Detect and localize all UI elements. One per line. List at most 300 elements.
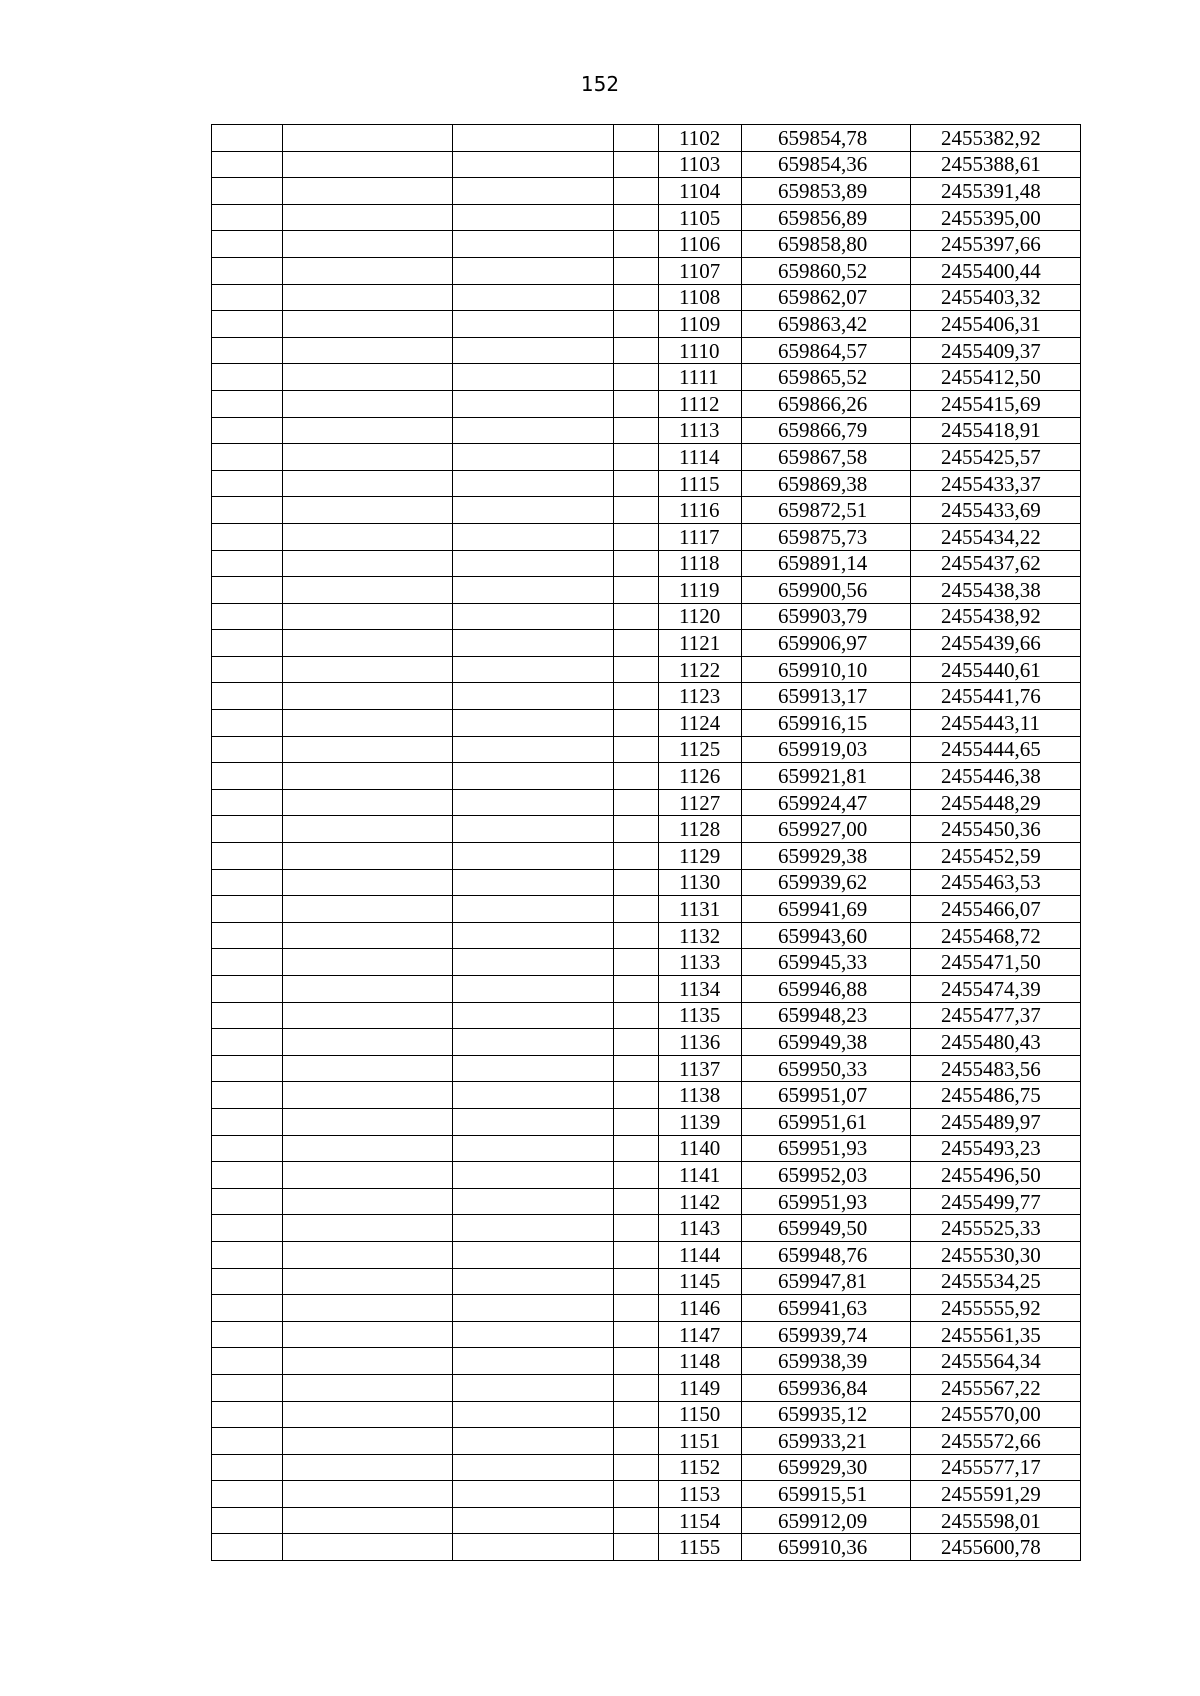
- cell-point-number: 1131: [659, 896, 742, 923]
- cell-empty-1: [212, 417, 283, 444]
- cell-x-coordinate: 659872,51: [742, 497, 911, 524]
- cell-empty-1: [212, 178, 283, 205]
- cell-empty-2: [283, 1348, 453, 1375]
- cell-point-number: 1137: [659, 1055, 742, 1082]
- cell-empty-1: [212, 284, 283, 311]
- cell-x-coordinate: 659910,36: [742, 1534, 911, 1561]
- cell-empty-4: [614, 417, 659, 444]
- cell-empty-2: [283, 630, 453, 657]
- cell-empty-2: [283, 1135, 453, 1162]
- cell-x-coordinate: 659945,33: [742, 949, 911, 976]
- cell-empty-2: [283, 843, 453, 870]
- cell-empty-1: [212, 1481, 283, 1508]
- cell-empty-3: [453, 284, 614, 311]
- cell-empty-4: [614, 843, 659, 870]
- cell-y-coordinate: 2455412,50: [911, 364, 1081, 391]
- cell-point-number: 1110: [659, 337, 742, 364]
- cell-empty-4: [614, 1029, 659, 1056]
- table-row: [212, 231, 1081, 258]
- cell-x-coordinate: 659939,74: [742, 1321, 911, 1348]
- cell-empty-2: [283, 1321, 453, 1348]
- cell-y-coordinate: 2455441,76: [911, 683, 1081, 710]
- cell-empty-3: [453, 710, 614, 737]
- cell-empty-4: [614, 1135, 659, 1162]
- cell-y-coordinate: 2455443,11: [911, 710, 1081, 737]
- cell-point-number: 1148: [659, 1348, 742, 1375]
- cell-y-coordinate: 2455433,69: [911, 497, 1081, 524]
- cell-empty-2: [283, 125, 453, 152]
- cell-empty-2: [283, 949, 453, 976]
- cell-y-coordinate: 2455425,57: [911, 444, 1081, 471]
- cell-x-coordinate: 659943,60: [742, 922, 911, 949]
- cell-empty-1: [212, 1241, 283, 1268]
- cell-y-coordinate: 2455382,92: [911, 125, 1081, 152]
- cell-empty-4: [614, 257, 659, 284]
- cell-empty-1: [212, 683, 283, 710]
- cell-empty-2: [283, 417, 453, 444]
- table-row: [212, 1428, 1081, 1455]
- cell-empty-2: [283, 1534, 453, 1561]
- cell-empty-2: [283, 1215, 453, 1242]
- cell-empty-4: [614, 949, 659, 976]
- cell-empty-4: [614, 550, 659, 577]
- cell-empty-4: [614, 869, 659, 896]
- cell-y-coordinate: 2455439,66: [911, 630, 1081, 657]
- cell-empty-4: [614, 284, 659, 311]
- cell-x-coordinate: 659949,50: [742, 1215, 911, 1242]
- cell-empty-4: [614, 1348, 659, 1375]
- table-row: [212, 1321, 1081, 1348]
- cell-point-number: 1149: [659, 1374, 742, 1401]
- cell-empty-2: [283, 444, 453, 471]
- cell-empty-4: [614, 151, 659, 178]
- cell-empty-4: [614, 630, 659, 657]
- cell-y-coordinate: 2455437,62: [911, 550, 1081, 577]
- cell-empty-3: [453, 1295, 614, 1322]
- cell-empty-4: [614, 577, 659, 604]
- table-row: [212, 1295, 1081, 1322]
- cell-empty-2: [283, 550, 453, 577]
- cell-empty-4: [614, 710, 659, 737]
- cell-empty-3: [453, 869, 614, 896]
- cell-point-number: 1121: [659, 630, 742, 657]
- cell-point-number: 1127: [659, 789, 742, 816]
- cell-empty-1: [212, 656, 283, 683]
- cell-empty-3: [453, 444, 614, 471]
- table-row: [212, 1135, 1081, 1162]
- cell-y-coordinate: 2455591,29: [911, 1481, 1081, 1508]
- cell-point-number: 1141: [659, 1162, 742, 1189]
- cell-x-coordinate: 659866,79: [742, 417, 911, 444]
- cell-empty-4: [614, 1082, 659, 1109]
- cell-empty-4: [614, 789, 659, 816]
- cell-empty-2: [283, 710, 453, 737]
- cell-point-number: 1122: [659, 656, 742, 683]
- cell-empty-3: [453, 311, 614, 338]
- cell-y-coordinate: 2455561,35: [911, 1321, 1081, 1348]
- cell-empty-1: [212, 523, 283, 550]
- table-row: [212, 816, 1081, 843]
- table-row: [212, 390, 1081, 417]
- cell-x-coordinate: 659863,42: [742, 311, 911, 338]
- cell-empty-2: [283, 1082, 453, 1109]
- cell-point-number: 1103: [659, 151, 742, 178]
- cell-point-number: 1144: [659, 1241, 742, 1268]
- table-row: [212, 763, 1081, 790]
- cell-empty-3: [453, 1454, 614, 1481]
- table-row: [212, 204, 1081, 231]
- cell-empty-3: [453, 1029, 614, 1056]
- cell-empty-4: [614, 1428, 659, 1455]
- cell-empty-2: [283, 1002, 453, 1029]
- cell-point-number: 1139: [659, 1108, 742, 1135]
- cell-empty-1: [212, 1108, 283, 1135]
- table-row: [212, 1082, 1081, 1109]
- cell-empty-4: [614, 1507, 659, 1534]
- table-row: [212, 1534, 1081, 1561]
- cell-y-coordinate: 2455438,92: [911, 603, 1081, 630]
- cell-empty-2: [283, 603, 453, 630]
- table-row: [212, 869, 1081, 896]
- cell-point-number: 1147: [659, 1321, 742, 1348]
- cell-empty-3: [453, 1135, 614, 1162]
- cell-x-coordinate: 659919,03: [742, 736, 911, 763]
- cell-y-coordinate: 2455493,23: [911, 1135, 1081, 1162]
- cell-point-number: 1111: [659, 364, 742, 391]
- cell-point-number: 1119: [659, 577, 742, 604]
- table-row: [212, 284, 1081, 311]
- cell-empty-3: [453, 1401, 614, 1428]
- cell-x-coordinate: 659951,61: [742, 1108, 911, 1135]
- cell-empty-2: [283, 1454, 453, 1481]
- cell-empty-2: [283, 231, 453, 258]
- cell-x-coordinate: 659938,39: [742, 1348, 911, 1375]
- cell-empty-4: [614, 656, 659, 683]
- cell-y-coordinate: 2455489,97: [911, 1108, 1081, 1135]
- cell-x-coordinate: 659929,38: [742, 843, 911, 870]
- cell-empty-3: [453, 1507, 614, 1534]
- cell-empty-4: [614, 736, 659, 763]
- cell-empty-1: [212, 1002, 283, 1029]
- cell-point-number: 1129: [659, 843, 742, 870]
- cell-empty-2: [283, 390, 453, 417]
- table-row: [212, 1481, 1081, 1508]
- cell-point-number: 1132: [659, 922, 742, 949]
- cell-x-coordinate: 659929,30: [742, 1454, 911, 1481]
- cell-y-coordinate: 2455452,59: [911, 843, 1081, 870]
- cell-empty-1: [212, 1029, 283, 1056]
- cell-empty-3: [453, 1055, 614, 1082]
- cell-empty-4: [614, 896, 659, 923]
- cell-y-coordinate: 2455564,34: [911, 1348, 1081, 1375]
- cell-x-coordinate: 659949,38: [742, 1029, 911, 1056]
- cell-empty-1: [212, 816, 283, 843]
- cell-y-coordinate: 2455567,22: [911, 1374, 1081, 1401]
- cell-empty-3: [453, 630, 614, 657]
- cell-x-coordinate: 659900,56: [742, 577, 911, 604]
- cell-empty-2: [283, 816, 453, 843]
- cell-y-coordinate: 2455480,43: [911, 1029, 1081, 1056]
- cell-empty-3: [453, 1002, 614, 1029]
- cell-y-coordinate: 2455466,07: [911, 896, 1081, 923]
- cell-empty-2: [283, 470, 453, 497]
- cell-point-number: 1104: [659, 178, 742, 205]
- cell-empty-3: [453, 816, 614, 843]
- cell-empty-2: [283, 922, 453, 949]
- cell-point-number: 1136: [659, 1029, 742, 1056]
- cell-empty-3: [453, 683, 614, 710]
- cell-empty-1: [212, 603, 283, 630]
- cell-empty-4: [614, 178, 659, 205]
- cell-empty-2: [283, 736, 453, 763]
- cell-x-coordinate: 659939,62: [742, 869, 911, 896]
- table-row: [212, 523, 1081, 550]
- cell-y-coordinate: 2455391,48: [911, 178, 1081, 205]
- cell-empty-2: [283, 683, 453, 710]
- cell-x-coordinate: 659913,17: [742, 683, 911, 710]
- cell-empty-4: [614, 204, 659, 231]
- cell-x-coordinate: 659951,07: [742, 1082, 911, 1109]
- cell-x-coordinate: 659951,93: [742, 1188, 911, 1215]
- cell-y-coordinate: 2455483,56: [911, 1055, 1081, 1082]
- cell-x-coordinate: 659947,81: [742, 1268, 911, 1295]
- cell-y-coordinate: 2455534,25: [911, 1268, 1081, 1295]
- table-row: [212, 896, 1081, 923]
- cell-empty-3: [453, 470, 614, 497]
- cell-empty-2: [283, 1507, 453, 1534]
- cell-empty-4: [614, 1162, 659, 1189]
- cell-empty-4: [614, 364, 659, 391]
- cell-point-number: 1142: [659, 1188, 742, 1215]
- cell-y-coordinate: 2455468,72: [911, 922, 1081, 949]
- cell-empty-4: [614, 922, 659, 949]
- cell-empty-2: [283, 789, 453, 816]
- cell-point-number: 1151: [659, 1428, 742, 1455]
- cell-point-number: 1135: [659, 1002, 742, 1029]
- cell-y-coordinate: 2455397,66: [911, 231, 1081, 258]
- cell-y-coordinate: 2455406,31: [911, 311, 1081, 338]
- cell-point-number: 1102: [659, 125, 742, 152]
- cell-x-coordinate: 659854,78: [742, 125, 911, 152]
- table-body: [212, 125, 1081, 1561]
- cell-point-number: 1155: [659, 1534, 742, 1561]
- cell-empty-1: [212, 364, 283, 391]
- cell-x-coordinate: 659935,12: [742, 1401, 911, 1428]
- cell-empty-1: [212, 1162, 283, 1189]
- cell-empty-3: [453, 1188, 614, 1215]
- cell-empty-1: [212, 337, 283, 364]
- cell-y-coordinate: 2455450,36: [911, 816, 1081, 843]
- cell-empty-3: [453, 896, 614, 923]
- cell-empty-1: [212, 1268, 283, 1295]
- cell-y-coordinate: 2455448,29: [911, 789, 1081, 816]
- cell-x-coordinate: 659869,38: [742, 470, 911, 497]
- cell-empty-1: [212, 444, 283, 471]
- cell-x-coordinate: 659903,79: [742, 603, 911, 630]
- cell-x-coordinate: 659862,07: [742, 284, 911, 311]
- cell-point-number: 1116: [659, 497, 742, 524]
- cell-empty-2: [283, 869, 453, 896]
- cell-empty-3: [453, 390, 614, 417]
- cell-empty-2: [283, 1055, 453, 1082]
- cell-point-number: 1117: [659, 523, 742, 550]
- cell-y-coordinate: 2455446,38: [911, 763, 1081, 790]
- cell-empty-1: [212, 470, 283, 497]
- cell-x-coordinate: 659921,81: [742, 763, 911, 790]
- cell-x-coordinate: 659853,89: [742, 178, 911, 205]
- table-row: [212, 1348, 1081, 1375]
- cell-empty-1: [212, 550, 283, 577]
- cell-empty-3: [453, 337, 614, 364]
- cell-empty-4: [614, 311, 659, 338]
- cell-empty-3: [453, 1162, 614, 1189]
- cell-y-coordinate: 2455434,22: [911, 523, 1081, 550]
- cell-empty-1: [212, 630, 283, 657]
- cell-empty-2: [283, 1268, 453, 1295]
- cell-empty-2: [283, 1241, 453, 1268]
- cell-empty-1: [212, 922, 283, 949]
- cell-empty-1: [212, 257, 283, 284]
- cell-empty-2: [283, 577, 453, 604]
- cell-empty-2: [283, 1481, 453, 1508]
- cell-y-coordinate: 2455438,38: [911, 577, 1081, 604]
- cell-empty-4: [614, 125, 659, 152]
- table-row: [212, 710, 1081, 737]
- cell-empty-1: [212, 231, 283, 258]
- table-row: [212, 603, 1081, 630]
- cell-empty-4: [614, 1268, 659, 1295]
- table-row: [212, 337, 1081, 364]
- cell-point-number: 1134: [659, 976, 742, 1003]
- cell-empty-1: [212, 896, 283, 923]
- cell-empty-4: [614, 1374, 659, 1401]
- cell-empty-3: [453, 1481, 614, 1508]
- cell-point-number: 1146: [659, 1295, 742, 1322]
- cell-empty-4: [614, 1295, 659, 1322]
- cell-empty-2: [283, 1401, 453, 1428]
- cell-empty-2: [283, 1108, 453, 1135]
- cell-empty-3: [453, 497, 614, 524]
- cell-x-coordinate: 659865,52: [742, 364, 911, 391]
- cell-point-number: 1126: [659, 763, 742, 790]
- cell-empty-4: [614, 763, 659, 790]
- cell-empty-2: [283, 1374, 453, 1401]
- cell-empty-3: [453, 1374, 614, 1401]
- table-row: [212, 949, 1081, 976]
- cell-point-number: 1150: [659, 1401, 742, 1428]
- cell-empty-2: [283, 311, 453, 338]
- cell-empty-3: [453, 523, 614, 550]
- table-row: [212, 1268, 1081, 1295]
- cell-empty-3: [453, 843, 614, 870]
- cell-empty-2: [283, 1295, 453, 1322]
- cell-point-number: 1105: [659, 204, 742, 231]
- cell-x-coordinate: 659927,00: [742, 816, 911, 843]
- cell-empty-1: [212, 390, 283, 417]
- cell-x-coordinate: 659856,89: [742, 204, 911, 231]
- cell-x-coordinate: 659910,10: [742, 656, 911, 683]
- cell-point-number: 1112: [659, 390, 742, 417]
- cell-empty-1: [212, 204, 283, 231]
- cell-empty-4: [614, 1321, 659, 1348]
- table-row: [212, 1029, 1081, 1056]
- cell-y-coordinate: 2455400,44: [911, 257, 1081, 284]
- cell-x-coordinate: 659854,36: [742, 151, 911, 178]
- cell-point-number: 1152: [659, 1454, 742, 1481]
- cell-empty-1: [212, 497, 283, 524]
- cell-empty-4: [614, 1188, 659, 1215]
- cell-empty-1: [212, 949, 283, 976]
- cell-empty-3: [453, 204, 614, 231]
- table-row: [212, 311, 1081, 338]
- cell-empty-4: [614, 816, 659, 843]
- cell-y-coordinate: 2455496,50: [911, 1162, 1081, 1189]
- cell-empty-4: [614, 1215, 659, 1242]
- cell-y-coordinate: 2455388,61: [911, 151, 1081, 178]
- table-row: [212, 976, 1081, 1003]
- cell-empty-2: [283, 976, 453, 1003]
- cell-x-coordinate: 659891,14: [742, 550, 911, 577]
- cell-y-coordinate: 2455395,00: [911, 204, 1081, 231]
- cell-x-coordinate: 659924,47: [742, 789, 911, 816]
- cell-empty-1: [212, 577, 283, 604]
- table-row: [212, 1241, 1081, 1268]
- cell-empty-1: [212, 1321, 283, 1348]
- cell-empty-3: [453, 231, 614, 258]
- table-row: [212, 922, 1081, 949]
- cell-empty-1: [212, 1534, 283, 1561]
- cell-empty-3: [453, 603, 614, 630]
- cell-empty-2: [283, 656, 453, 683]
- cell-empty-2: [283, 523, 453, 550]
- cell-y-coordinate: 2455572,66: [911, 1428, 1081, 1455]
- cell-point-number: 1113: [659, 417, 742, 444]
- cell-empty-4: [614, 470, 659, 497]
- cell-x-coordinate: 659948,23: [742, 1002, 911, 1029]
- cell-empty-3: [453, 1321, 614, 1348]
- cell-empty-4: [614, 1002, 659, 1029]
- cell-empty-2: [283, 497, 453, 524]
- cell-x-coordinate: 659941,63: [742, 1295, 911, 1322]
- table-row: [212, 550, 1081, 577]
- cell-empty-1: [212, 1055, 283, 1082]
- cell-empty-1: [212, 710, 283, 737]
- cell-x-coordinate: 659948,76: [742, 1241, 911, 1268]
- cell-empty-3: [453, 922, 614, 949]
- cell-x-coordinate: 659912,09: [742, 1507, 911, 1534]
- cell-empty-3: [453, 1268, 614, 1295]
- cell-empty-4: [614, 390, 659, 417]
- table-row: [212, 178, 1081, 205]
- table-row: [212, 683, 1081, 710]
- cell-empty-1: [212, 1082, 283, 1109]
- cell-x-coordinate: 659933,21: [742, 1428, 911, 1455]
- cell-empty-3: [453, 976, 614, 1003]
- cell-empty-1: [212, 1374, 283, 1401]
- page-number: 152: [580, 72, 620, 96]
- cell-y-coordinate: 2455499,77: [911, 1188, 1081, 1215]
- cell-empty-3: [453, 1108, 614, 1135]
- cell-point-number: 1106: [659, 231, 742, 258]
- cell-y-coordinate: 2455433,37: [911, 470, 1081, 497]
- cell-x-coordinate: 659866,26: [742, 390, 911, 417]
- cell-point-number: 1120: [659, 603, 742, 630]
- cell-empty-3: [453, 1428, 614, 1455]
- cell-empty-1: [212, 1135, 283, 1162]
- cell-y-coordinate: 2455486,75: [911, 1082, 1081, 1109]
- cell-empty-1: [212, 1348, 283, 1375]
- cell-point-number: 1153: [659, 1481, 742, 1508]
